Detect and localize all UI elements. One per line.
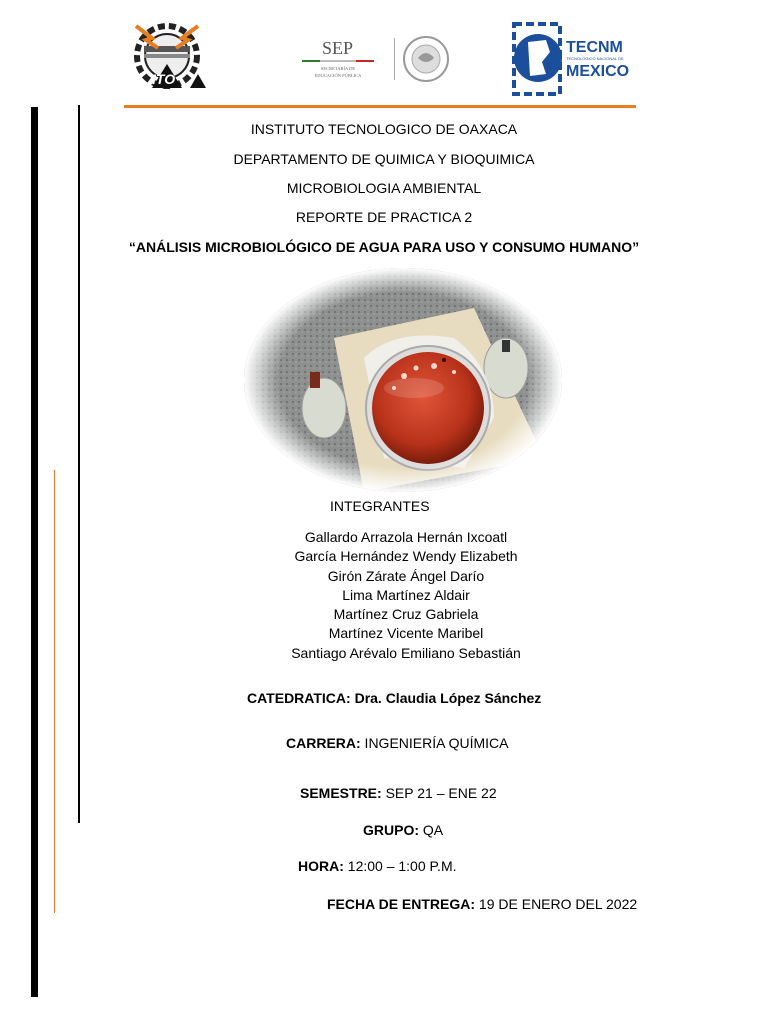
member-name: Lima Martínez Aldair — [342, 586, 470, 603]
institute-name: INSTITUTO TECNOLOGICO DE OAXACA — [250, 121, 518, 137]
time-line — [298, 858, 457, 874]
ito-logo-text: ITO — [152, 71, 176, 87]
teacher-line: CATEDRATICA: Dra. Claudia López Sánchez — [247, 690, 542, 706]
career-value: INGENIERÍA QUÍMICA — [360, 735, 509, 751]
report-title: “ANÁLISIS MICROBIOLÓGICO DE AGUA PARA USO Y CONSUMO HUMANO” — [128, 239, 640, 255]
member-name: Girón Zárate Ángel Darío — [327, 567, 485, 584]
left-orange-rule — [54, 470, 55, 913]
tecnm-logo-sub: TECNOLÓGICO NACIONAL DE — [566, 56, 624, 61]
ito-logo — [122, 18, 212, 90]
tecnm-logo-text: TECNM — [566, 39, 623, 56]
member-name: García Hernández Wendy Elizabeth — [294, 548, 518, 565]
member-name: Santiago Arévalo Emiliano Sebastián — [291, 644, 521, 661]
semester-label: SEMESTRE: — [300, 785, 382, 801]
delivery-date-label: FECHA DE ENTREGA: — [327, 896, 476, 912]
group-label: GRUPO: — [363, 822, 419, 838]
sep-logo-sub2: EDUCACIÓN PÚBLICA — [314, 73, 362, 78]
members-list — [256, 528, 556, 663]
header-orange-rule — [124, 105, 636, 108]
members-heading: INTEGRANTES — [330, 498, 430, 514]
delivery-date-value: 19 DE ENERO DEL 2022 — [475, 896, 638, 912]
report-number: REPORTE DE PRACTICA 2 — [295, 209, 473, 225]
career-line — [286, 735, 508, 751]
sep-logo-sub1: SECRETARÍA DE — [320, 66, 356, 71]
semester-value: SEP 21 – ENE 22 — [381, 785, 497, 801]
subject-name: MICROBIOLOGIA AMBIENTAL — [286, 180, 482, 196]
sep-logo — [298, 24, 458, 94]
petri-dish-photo — [244, 268, 562, 492]
group-line — [363, 822, 443, 838]
delivery-date-line — [327, 896, 637, 912]
career-label: CARRERA: — [286, 735, 361, 751]
semester-line — [300, 785, 497, 801]
tecnm-logo-country: MEXICO — [566, 63, 630, 80]
time-label: HORA: — [298, 858, 344, 874]
department-name: DEPARTAMENTO DE QUIMICA Y BIOQUIMICA — [233, 151, 535, 167]
group-value: QA — [419, 822, 444, 838]
member-name: Martínez Cruz Gabriela — [333, 606, 479, 623]
member-name: Gallardo Arrazola Hernán Ixcoatl — [304, 529, 508, 545]
tecnm-logo — [512, 22, 638, 96]
time-value: 12:00 – 1:00 P.M. — [343, 858, 457, 874]
member-name: Martínez Vicente Maribel — [328, 625, 484, 642]
sep-logo-text: SEP — [322, 38, 354, 58]
